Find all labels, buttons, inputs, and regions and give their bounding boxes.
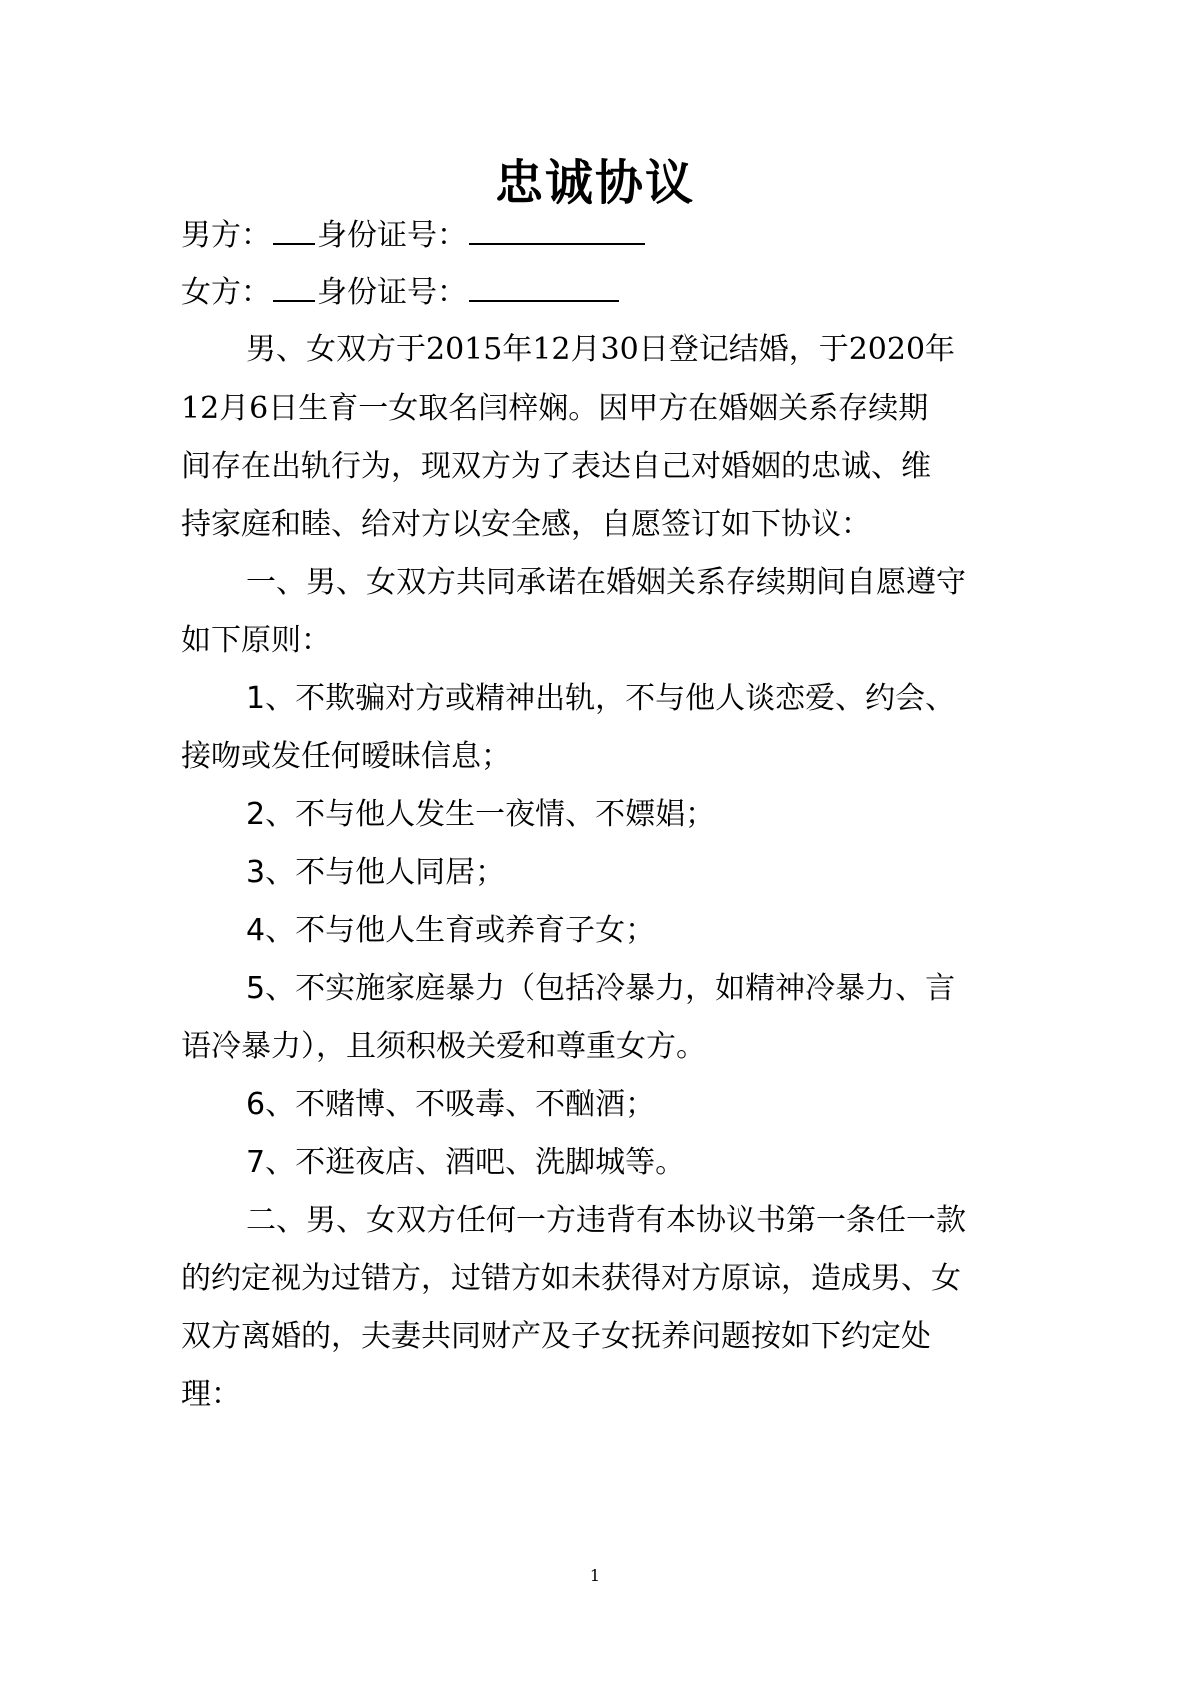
female-id-label: 身份证号： xyxy=(317,275,467,310)
female-id-blank xyxy=(469,272,619,302)
clause-heading: 一、男、女双方共同承诺在婚姻关系存续期间自愿遵守 xyxy=(246,565,966,600)
body-line: 双方离婚的，夫妻共同财产及子女抚养问题按如下约定处 xyxy=(181,1319,931,1354)
list-item: 7、不逛夜店、酒吧、洗脚城等。 xyxy=(246,1145,686,1180)
body-line: 12月6日生育一女取名闫梓娴。因甲方在婚姻关系存续期 xyxy=(181,391,929,426)
list-item: 5、不实施家庭暴力（包括冷暴力，如精神冷暴力、言 xyxy=(246,971,956,1006)
male-party-line xyxy=(181,215,647,256)
male-name-blank xyxy=(273,215,315,245)
list-item: 1、不欺骗对方或精神出轨，不与他人谈恋爱、约会、 xyxy=(246,681,956,716)
page-number: 1 xyxy=(589,1566,601,1585)
female-party-line xyxy=(181,272,621,313)
body-line: 男、女双方于2015年12月30日登记结婚，于2020年 xyxy=(246,332,956,367)
clause-heading: 二、男、女双方任何一方违背有本协议书第一条任一款 xyxy=(246,1203,966,1238)
body-line: 持家庭和睦、给对方以安全感，自愿签订如下协议： xyxy=(181,507,871,542)
body-line: 如下原则： xyxy=(181,623,331,658)
female-name-blank xyxy=(273,272,315,302)
female-label: 女方： xyxy=(181,275,271,310)
body-line: 间存在出轨行为，现双方为了表达自己对婚姻的忠诚、维 xyxy=(181,449,931,484)
male-id-blank xyxy=(469,215,645,245)
list-item-continuation: 接吻或发任何暧昧信息； xyxy=(181,739,511,774)
list-item: 6、不赌博、不吸毒、不酗酒； xyxy=(246,1087,656,1122)
list-item-continuation: 语冷暴力），且须积极关爱和尊重女方。 xyxy=(181,1029,706,1064)
body-line: 理： xyxy=(181,1377,241,1412)
list-item: 2、不与他人发生一夜情、不嫖娼； xyxy=(246,797,716,832)
male-label: 男方： xyxy=(181,218,271,253)
list-item: 3、不与他人同居； xyxy=(246,855,506,890)
body-line: 的约定视为过错方，过错方如未获得对方原谅，造成男、女 xyxy=(181,1261,961,1296)
male-id-label: 身份证号： xyxy=(317,218,467,253)
list-item: 4、不与他人生育或养育子女； xyxy=(246,913,656,948)
document-title: 忠诚协议 xyxy=(494,155,695,211)
